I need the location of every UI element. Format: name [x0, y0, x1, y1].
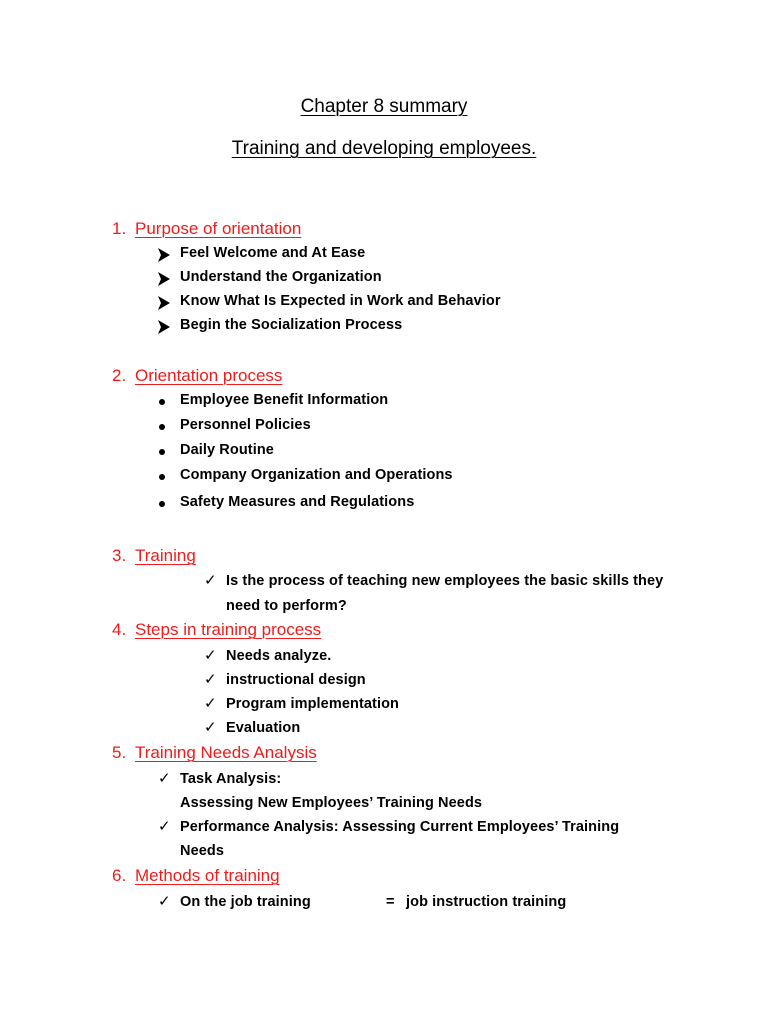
section-title: Methods of training [135, 866, 280, 885]
list-item: Begin the Socialization Process [180, 317, 403, 333]
section-number: 2. [112, 366, 127, 385]
equals-sign: = [386, 894, 395, 910]
check-icon: ✓ [158, 893, 171, 910]
list-item: Program implementation [226, 696, 400, 712]
section-number: 6. [112, 866, 127, 885]
section-number: 5. [112, 743, 127, 762]
list-item: On the job training [180, 894, 311, 910]
list-item: Assessing New Employees’ Training Needs [180, 795, 483, 811]
section-number: 3. [112, 546, 127, 565]
list-item: Know What Is Expected in Work and Behavior [180, 293, 501, 309]
section-heading-training-needs-analysis [112, 743, 317, 763]
bullet-icon [159, 501, 165, 507]
check-icon: ✓ [158, 818, 171, 835]
section-number: 1. [112, 219, 127, 238]
section-title: Steps in training process [135, 620, 322, 639]
section-number: 4. [112, 620, 127, 639]
check-icon: ✓ [204, 647, 217, 664]
check-icon: ✓ [204, 671, 217, 688]
list-item: Company Organization and Operations [180, 467, 453, 483]
list-item: Is the process of teaching new employees the basic skills they [226, 573, 664, 589]
list-item: Needs [180, 843, 225, 859]
bullet-icon [159, 474, 165, 480]
check-icon: ✓ [204, 719, 217, 736]
list-item: Feel Welcome and At Ease [180, 245, 366, 261]
list-item: job instruction training [406, 894, 567, 910]
arrow-icon [158, 320, 170, 334]
list-item: Personnel Policies [180, 417, 311, 433]
section-heading-steps-in-training-process [112, 620, 321, 640]
section-heading-methods-of-training [112, 866, 280, 886]
section-title: Purpose of orientation [135, 219, 302, 238]
arrow-icon [158, 248, 170, 262]
section-heading-purpose-of-orientation [112, 219, 301, 239]
list-item: instructional design [226, 672, 366, 688]
list-item: need to perform? [226, 598, 347, 614]
list-item: Evaluation [226, 720, 301, 736]
list-item: Safety Measures and Regulations [180, 494, 415, 510]
list-item: Understand the Organization [180, 269, 382, 285]
bullet-icon [159, 399, 165, 405]
list-item: Task Analysis: [180, 771, 282, 787]
list-item: Performance Analysis: Assessing Current Employees’ Training [180, 819, 620, 835]
check-icon: ✓ [158, 770, 171, 787]
section-title: Training [135, 546, 196, 565]
document-title: Chapter 8 summary [300, 96, 468, 117]
section-heading-training [112, 546, 196, 566]
arrow-icon [158, 296, 170, 310]
arrow-icon [158, 272, 170, 286]
section-title: Training Needs Analysis [135, 743, 317, 762]
bullet-icon [159, 449, 165, 455]
section-title: Orientation process [135, 366, 283, 385]
list-item: Employee Benefit Information [180, 392, 389, 408]
section-heading-orientation-process [112, 366, 282, 386]
check-icon: ✓ [204, 572, 217, 589]
bullet-icon [159, 424, 165, 430]
list-item: Daily Routine [180, 442, 274, 458]
list-item: Needs analyze. [226, 648, 332, 664]
document-subtitle: Training and developing employees. [231, 138, 537, 159]
check-icon: ✓ [204, 695, 217, 712]
